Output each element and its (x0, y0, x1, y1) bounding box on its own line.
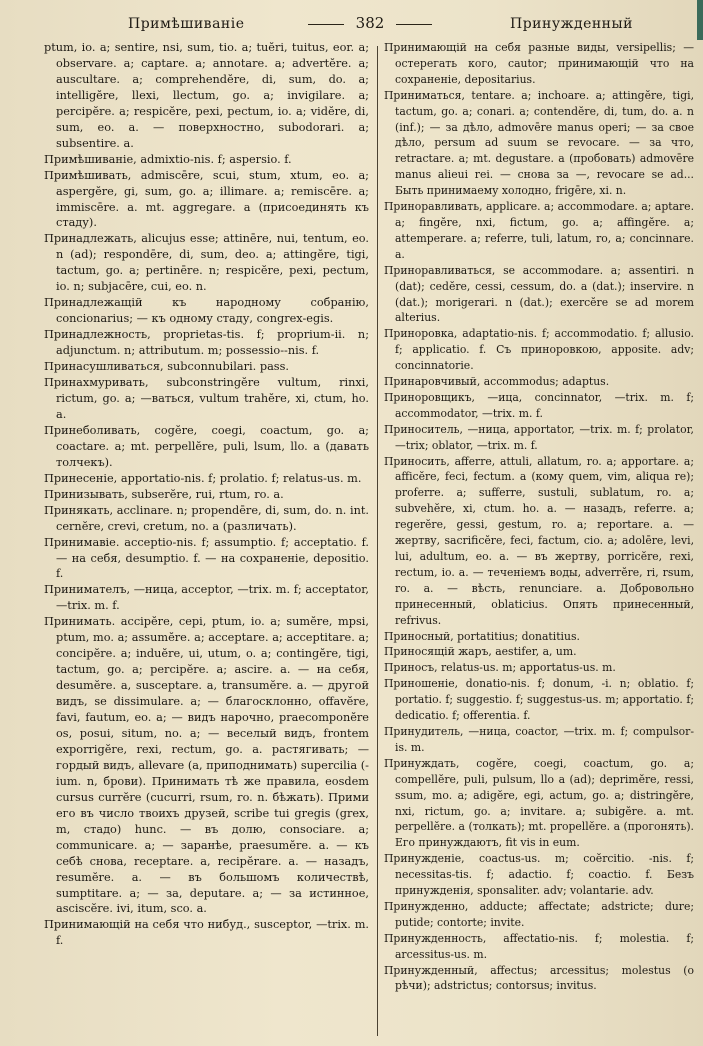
dictionary-entry: Принадлежность, proprietas-tis. f; proprium-ii. n; adjunctum. n; attributum. m; possessio--nis. f. (44, 328, 369, 358)
column-divider (377, 46, 378, 1036)
dictionary-entry: Принаровчивый, accommodus; adaptus. (384, 375, 610, 389)
dictionary-entry: Приносить, afferre, attuli, allatum, ro. a; apportare. a; afficĕre, feci, fectum. a (кому quem, vim, aliqua re); proferre. a; sufferre, sustuli, sublatum, ro. a; subvehĕre, xi, ctum. ho. a. — назадъ, referre. a; regerĕre, gessi, gestum, ro. a; reportare. a. — жертву, sacrificĕre, feci, factum, cio. a; adolēre, levi, lui, adultum, eo. a. — въ жертву, porricĕre, rexi, rectum, io. a. — теченіемъ воды, adverrĕre, ri, rsum, ro. a. — вѣсть, renunciare. a. Добровольно принесенный, oblaticius. Опять принесенный, refrivus. (384, 454, 694, 627)
dictionary-entry: Принадлежать, alicujus esse; attinēre, nui, tentum, eo. n (ad); respondēre, di, sum, deo. a; attingĕre, tigi, tactum, go. a; pertinēre. n; respicĕre, pexi, pectum, io. n; subjacēre, cui, eo. n. (44, 232, 369, 294)
dictionary-entry: Примѣшиваніе, admixtio-nis. f; aspersio. f. (44, 152, 292, 166)
dictionary-entry: Принасушливаться, subconnubilari. pass. (44, 360, 289, 374)
dictionary-entry: Принимающій на себя разные виды, versipellis; — остерегать кого, cautor; принимающій что на сохраненіе, depositarius. (384, 41, 694, 86)
dictionary-entry: Приноровка, adaptatio-nis. f; accommodatio. f; allusio. f; applicatio. f. Съ приноровкою, apposite. adv; concinnatorie. (384, 327, 694, 373)
dictionary-entry: Принужденный, affectus; arcessitus; molestus (o рѣчи); adstrictus; contorsus; invitus. (384, 963, 694, 993)
dictionary-entry: Принякать, acclinare. n; propendēre, di, sum, do. n. int. cernĕre, crevi, cretum, no. a (различать). (44, 503, 369, 533)
dictionary-entry: Приносный, portatitius; donatitius. (384, 629, 580, 643)
dictionary-entry: Принимателъ, —ница, acceptor, —trix. m. f; acceptator, —trix. m. f. (44, 583, 369, 613)
dictionary-entry: Принимать. accipĕre, cepi, ptum, io. a; sumĕre, mpsi, ptum, mo. a; assumĕre. a; acceptare. a; acceptitare. a; concipĕre. a; induĕre, ui, utum, o. a; contingĕre, tigi, tactum, go. a; percipĕre. a; ascire. a. — на себя, desumĕre. a, susceptare. a, transumĕre. a. — другой видъ, se dissimulare. a; — благосклонно, offavĕre, favi, fautum, eo. a; — видъ нарочно, praecomponĕre os, posui, situm, no. a; — веселый видъ, frontem exporrigĕre, rexi, rectum, go. a. растягивать; — гордый видъ, allevare (a, приподнимать) supercilia (-ium. n, брови). Принимать тѣ же правила, eosdem cursus currĕre (cucurri, rsum, ro. n. бѣжать). Прими его въ число твоихъ друзей, scribe tui gregis (grex, m, стадо) hunc. — въ долю, consociare. a; communicare. a; — заранѣе, praesumĕre. a. — къ себѣ снова, receptare. a, recipĕrare. a. — назадъ, resumĕre. a. — въ большомъ количествѣ, sumptitare. a; — за, deputare. a; — за истинное, asciscĕre. ivi, itum, sco. a. (44, 615, 369, 916)
dictionary-entry: ptum, io. a; sentire, nsi, sum, tio. a; tuĕri, tuitus, eor. a; observare. a; captare. a; annotare. a; advertĕre. a; auscultare. a; comprehendĕre, di, sum, do. a; intelligĕre, llexi, llectum, go. a; invigilare. a; percipĕre. a; respicĕre, pexi, pectum, io. a; vidĕre, di, sum, eo. a. — поверхностно, subodorari. a; subsentire. a. (44, 41, 369, 150)
dictionary-entry: Приниматься, tentare. a; inchoare. a; attingĕre, tigi, tactum, go. a; conari. a; contendĕre, di, tum, do. a. n (inf.); — за дѣло, admovēre manus operi; — за свое дѣло, persum ad suum se revocare. — за что, retractare. a; mt. degustare. a (пробовать) admovēre manus alieui rei. — снова за —, revocare se ad... Быть принимаему холодно, frigēre, xi. n. (384, 88, 694, 198)
page-edge-tab (697, 0, 703, 40)
dictionary-entry: Принимавіе. acceptio-nis. f; assumptio. f; acceptatio. f. — на себя, desumptio. f. — на сохраненіе, depositio. f. (44, 535, 369, 581)
right-running-head: Принужденный (510, 16, 633, 32)
dictionary-entry: Принахмуривать, subconstringĕre vultum, rinxi, rictum, go. a; —ваться, vultum trahĕre, xi, ctum, ho. a. (44, 376, 369, 421)
dictionary-entry: Принужденно, adducte; affectate; adstricte; dure; putide; contorte; invite. (384, 899, 694, 929)
dictionary-entry: Приноситель, —ница, apportator, —trix. m. f; prolator, —trix; oblator, —trix. m. f. (384, 422, 694, 452)
dictionary-entry: Приноравливать, applicare. a; accommodare. a; aptare. a; fingĕre, nxi, fictum, go. a; affingĕre. a; attemperare. a; referre, tuli, latum, ro, a; concinnare. a. (384, 200, 694, 261)
right-column (384, 40, 694, 994)
dictionary-entry: Примѣшивать, admiscēre, scui, stum, xtum, eo. a; aspergĕre, gi, sum, go. a; illimare. a; remiscēre. a; immiscēre. a. mt. aggregare. a (присоединять къ стаду). (44, 168, 369, 230)
dictionary-entry: Принуждать, cogĕre, coegi, coactum, go. a; compellĕre, puli, pulsum, llo a (ad); deprimĕre, ressi, ssum, mo. a; adigĕre, egi, actum, go. a; distringĕre, nxi, rictum, go. a; invitare. a; subigĕre. a. mt. perpellĕre. a (толкать); mt. propellĕre. a (прогонять). Его принуждаютъ, fit vis in eum. (384, 756, 694, 850)
dictionary-entry: Принесеніе, apportatio-nis. f; prolatio. f; relatus-us. m. (44, 471, 362, 485)
page-number: 382 (300, 14, 440, 32)
dictionary-entry: Принудитель, —ница, coactor, —trix. m. f; compulsor-is. m. (384, 724, 694, 754)
dictionary-entry: Приносъ, relatus-us. m; apportatus-us. m. (384, 661, 616, 675)
dictionary-entry: Принимающій на себя что нибуд., susceptor, —trix. m. f. (44, 918, 369, 948)
dictionary-entry: Приносящій жаръ, aestifer, a, um. (384, 645, 577, 659)
dictionary-entry: Принужденіе, coactus-us. m; coĕrcitio. -nis. f; necessitas-tis. f; adactio. f; coactio. f. Безъ принужденія, sponsaliter. adv; volantarie. adv. (384, 852, 694, 898)
dictionary-entry: Принужденность, affectatio-nis. f; molestia. f; arcessitus-us. m. (384, 931, 694, 961)
left-running-head: Примѣшиваніе (128, 16, 245, 32)
left-column (44, 40, 369, 949)
dictionary-entry: Принизывать, subserĕre, rui, rtum, ro. a. (44, 487, 284, 501)
dictionary-entry: Принадлежащій къ народному собранію, concionarius; — къ одному стаду, congrex-egis. (44, 296, 369, 326)
dictionary-entry: Приношеніе, donatio-nis. f; donum, -i. n; oblatio. f; portatio. f; suggestio. f; suggestus-us. m; apportatio. f; dedicatio. f; offerentia. f. (384, 677, 694, 723)
dictionary-entry: Принеболивать, cogĕre, coegi, coactum, go. a; coactare. a; mt. perpellĕre, puli, lsum, llo. a (давать толчекъ). (44, 423, 369, 469)
page-header (0, 14, 703, 38)
dictionary-entry: Приноровщикъ, —ица, concinnator, —trix. m. f; accommodator, —trix. m. f. (384, 390, 694, 420)
dictionary-entry: Приноравливаться, se accommodare. a; assentiri. n (dat); cedĕre, cessi, cessum, do. a (dat.); inservire. n (dat.); morigerari. n (dat.); exercĕre se ad morem alterius. (384, 263, 694, 325)
